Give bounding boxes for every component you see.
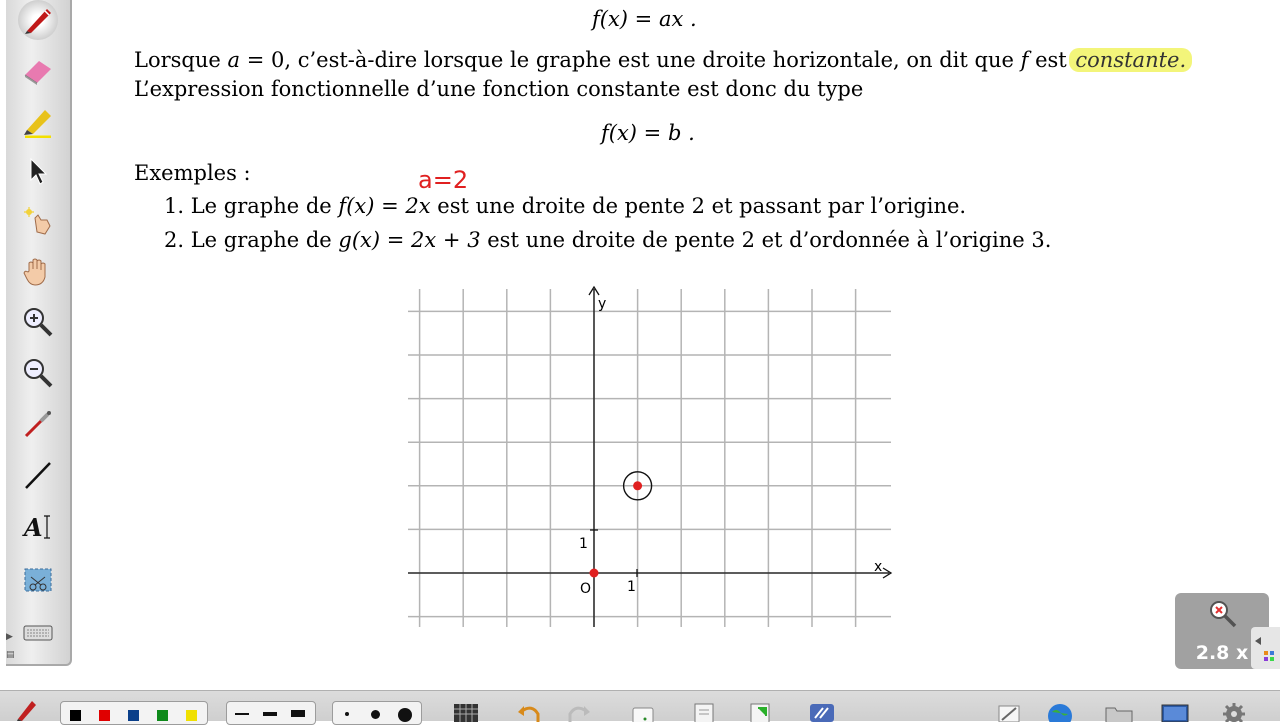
panel-collapse-icon[interactable] <box>1251 627 1280 669</box>
redo-icon[interactable] <box>566 700 592 722</box>
example-text: est une droite de pente 2 et d’ordonnée à l’origine 3. <box>487 228 1052 252</box>
equation-constant: f(x) = b . <box>601 121 695 145</box>
zoom-reset-icon[interactable] <box>1208 599 1238 629</box>
dot-size-group <box>332 701 422 725</box>
bottom-toolbar <box>0 690 1280 721</box>
line-medium-button[interactable] <box>263 712 277 716</box>
grid <box>408 289 891 627</box>
math-a: a <box>227 48 241 72</box>
dot-medium-button[interactable] <box>371 710 380 719</box>
desktop-mode-icon[interactable] <box>1160 700 1186 722</box>
dot-small-button[interactable] <box>345 712 349 716</box>
coordinate-graph <box>405 285 895 630</box>
color-palette <box>60 701 208 725</box>
undo-icon[interactable] <box>516 700 542 722</box>
math-f: f <box>1020 48 1029 72</box>
example-text: est une droite de pente 2 et passant par l’origine. <box>437 194 967 218</box>
axes <box>408 287 891 627</box>
x-tick-label: 1 <box>627 579 636 595</box>
tools-icon[interactable] <box>808 700 834 722</box>
grip-icon[interactable]: ▤ <box>6 650 15 660</box>
origin-label: O <box>580 581 592 597</box>
example-number: 1. <box>164 194 185 218</box>
color-swatch-green[interactable] <box>157 710 168 721</box>
document-mode-icon[interactable] <box>996 700 1022 722</box>
settings-gear-icon[interactable] <box>1220 700 1246 722</box>
clear-page-icon[interactable] <box>630 700 656 722</box>
example-item-1 <box>164 194 966 218</box>
color-swatch-yellow[interactable] <box>186 710 197 721</box>
example-item-2 <box>164 228 1051 252</box>
text-segment: est <box>1035 48 1067 72</box>
plotted-point <box>633 481 642 490</box>
examples-heading: Exemples : <box>134 161 251 185</box>
equation-linear: f(x) = ax . <box>592 7 697 31</box>
svg-text:A: A <box>24 513 43 542</box>
expand-arrow-icon[interactable]: ▶ <box>6 632 13 642</box>
previous-page-icon[interactable] <box>690 700 716 722</box>
color-swatch-blue[interactable] <box>128 710 139 721</box>
ink-annotation: a=2 <box>418 166 469 194</box>
example-math: f(x) = 2x <box>338 194 431 218</box>
open-folder-icon[interactable] <box>1104 700 1130 722</box>
example-text: Le graphe de <box>190 194 332 218</box>
web-browser-icon[interactable] <box>1046 700 1072 722</box>
example-text: Le graphe de <box>190 228 332 252</box>
right-panel-tab[interactable] <box>1251 627 1280 669</box>
text-segment: = 0, c’est-à-dire lorsque le graphe est une droite horizontale, on dit que <box>246 48 1014 72</box>
line-width-group <box>226 701 316 725</box>
y-axis-label: y <box>598 296 607 312</box>
plotted-point <box>590 569 599 578</box>
x-axis-label: x <box>874 559 883 575</box>
line-thin-button[interactable] <box>235 713 249 715</box>
zoom-level: 2.8 x <box>1195 642 1249 664</box>
next-page-icon[interactable] <box>746 700 772 722</box>
paragraph-line-2: L’expression fonctionnelle d’une fonction constante est donc du type <box>134 77 864 101</box>
plotted-points <box>590 472 652 578</box>
grid-background-icon[interactable] <box>452 700 478 722</box>
text-segment: Lorsque <box>134 48 221 72</box>
example-number: 2. <box>164 228 185 252</box>
example-math: g(x) = 2x + 3 <box>338 228 481 252</box>
highlighted-word: constante. <box>1069 48 1192 72</box>
line-thick-button[interactable] <box>291 710 305 717</box>
paragraph-line-1 <box>134 48 1192 72</box>
color-swatch-black[interactable] <box>70 710 81 721</box>
color-swatch-red[interactable] <box>99 710 110 721</box>
pen-menu-icon[interactable] <box>14 697 40 719</box>
y-tick-label: 1 <box>579 536 588 552</box>
